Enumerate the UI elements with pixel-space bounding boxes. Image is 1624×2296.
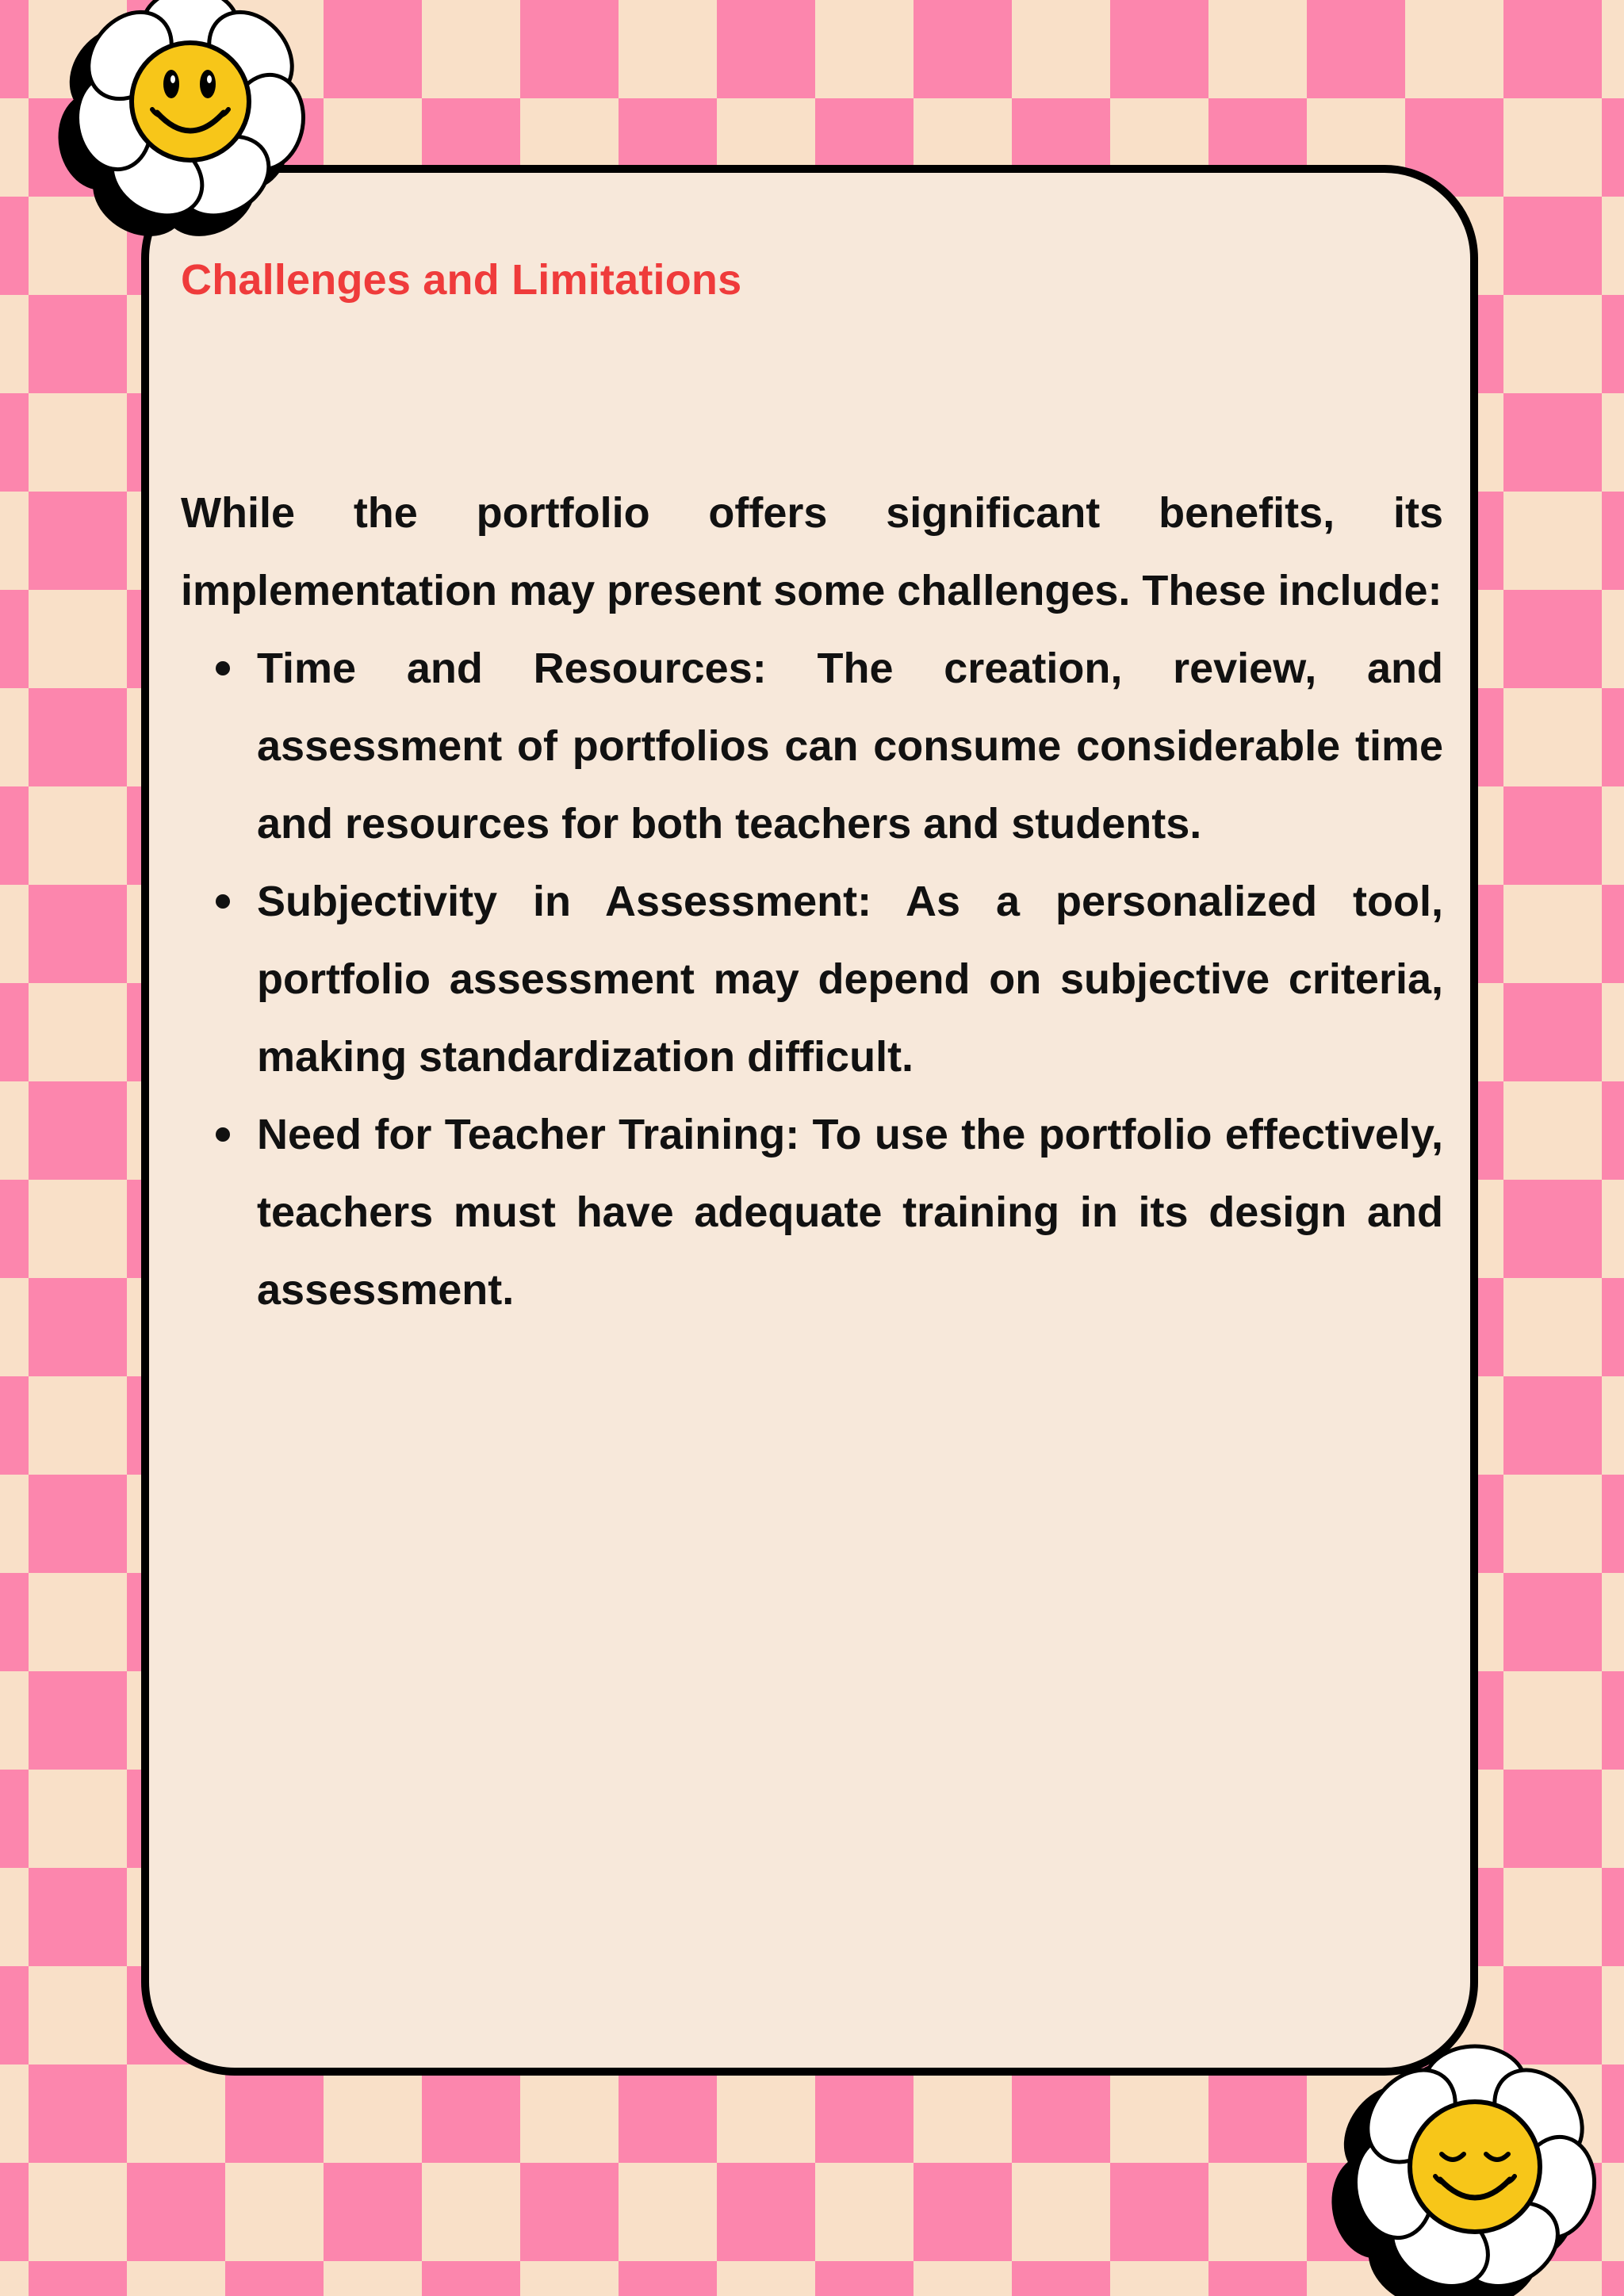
content-daisy-icon (1300, 2020, 1624, 2296)
list-item-text: Time and Resources: The creation, review, and assessment of portfolios can consume considerable time and resources for both teachers and students. (257, 645, 1443, 848)
bullet-icon (216, 894, 230, 909)
bullet-icon (216, 1127, 230, 1142)
page-title: Challenges and Limitations (181, 256, 742, 304)
list-item (181, 629, 1443, 863)
smiling-daisy-icon (48, 0, 333, 238)
intro-paragraph: While the portfolio offers significant benefits, its implementation may present some challenges. These include: (181, 489, 1443, 614)
list-item (181, 863, 1443, 1096)
bullet-icon (216, 661, 230, 675)
list-item (181, 1096, 1443, 1329)
challenges-list (181, 629, 1443, 1329)
list-item-text: Subjectivity in Assessment: As a personalized tool, portfolio assessment may depend on subjective criteria, making standardization difficult. (257, 878, 1443, 1081)
list-item-text: Need for Teacher Training: To use the portfolio effectively, teachers must have adequate training in its design and assessment. (257, 1111, 1443, 1314)
